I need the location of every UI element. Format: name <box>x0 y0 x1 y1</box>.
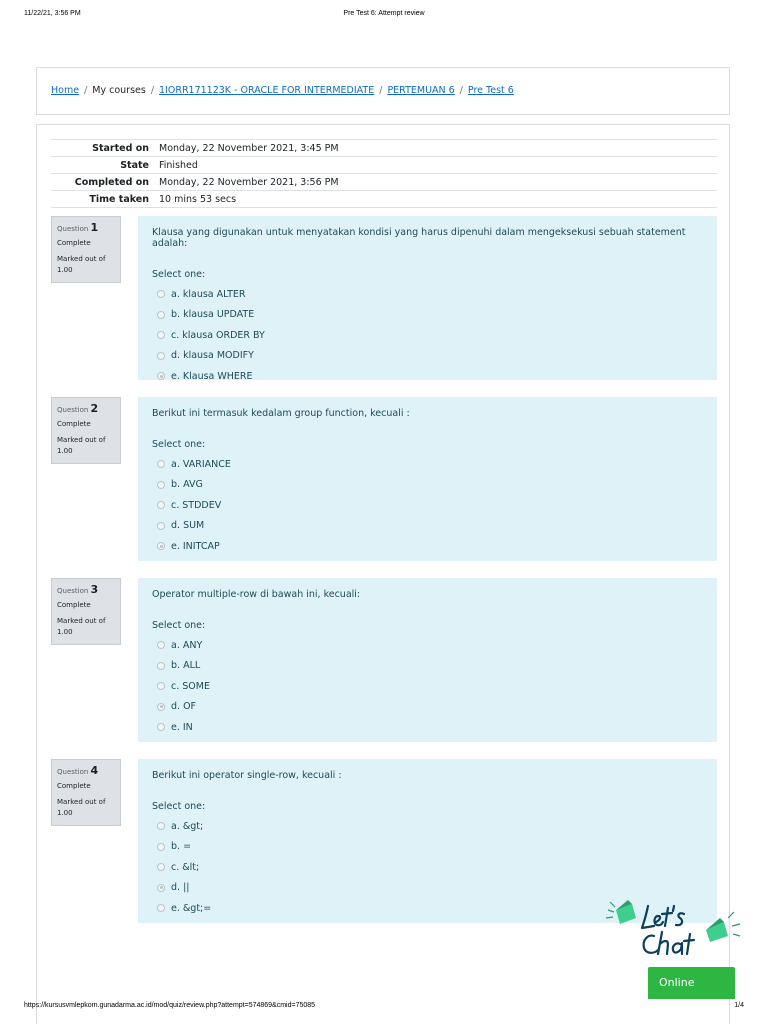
question-text: Klausa yang digunakan untuk menyatakan kondisi yang harus dipenuhi dalam mengeksekusi sebuah statement adalah: <box>152 227 686 249</box>
option-label: b. AVG <box>171 479 203 491</box>
attempt-summary-table <box>51 139 717 208</box>
quiz-review-card <box>36 124 730 1024</box>
summary-label: Time taken <box>89 193 149 205</box>
radio-button[interactable] <box>157 863 165 871</box>
answer-option[interactable] <box>152 366 703 387</box>
question-number <box>57 583 115 596</box>
answer-option[interactable] <box>152 857 703 878</box>
answer-option[interactable] <box>152 284 703 305</box>
radio-button[interactable] <box>157 501 165 509</box>
breadcrumb-separator: / <box>150 85 155 96</box>
option-label: e. IN <box>171 721 193 733</box>
option-label: c. &lt; <box>171 861 200 873</box>
answer-option[interactable] <box>152 454 703 475</box>
lets-chat-logo[interactable] <box>602 896 746 964</box>
option-label: d. || <box>171 882 190 894</box>
answer-option[interactable] <box>152 676 703 697</box>
option-label: c. SOME <box>171 680 210 692</box>
answer-option[interactable] <box>152 475 703 496</box>
question-number-value: 4 <box>90 764 99 777</box>
option-label: b. klausa UPDATE <box>171 309 255 321</box>
breadcrumb-separator: / <box>459 85 463 96</box>
question-text: Operator multiple-row di bawah ini, kecuali: <box>152 589 361 600</box>
summary-value: 10 mins 53 secs <box>159 193 237 205</box>
question-grade: Marked out of 1.00 <box>57 617 106 636</box>
summary-value: Monday, 22 November 2021, 3:56 PM <box>159 176 339 188</box>
breadcrumb-separator: / <box>379 85 383 96</box>
radio-button[interactable] <box>157 460 165 468</box>
option-label: c. klausa ORDER BY <box>171 329 265 341</box>
answer-options <box>152 284 703 387</box>
summary-row-time-taken <box>51 191 717 208</box>
answer-option[interactable] <box>152 635 703 656</box>
answer-option[interactable] <box>152 656 703 677</box>
breadcrumb-my-courses: My courses <box>92 85 146 96</box>
answer-option[interactable] <box>152 495 703 516</box>
question-state: Complete <box>57 782 91 790</box>
question-label: Question <box>57 587 89 595</box>
radio-button-selected[interactable] <box>157 372 165 380</box>
summary-label: Completed on <box>74 176 149 188</box>
radio-button[interactable] <box>157 904 165 912</box>
select-one-prompt: Select one: <box>152 439 206 450</box>
breadcrumb-card <box>36 67 730 115</box>
print-footer <box>0 1002 768 1016</box>
question-state: Complete <box>57 239 91 247</box>
option-label: b. ALL <box>171 660 201 672</box>
answer-options <box>152 635 703 738</box>
radio-button[interactable] <box>157 352 165 360</box>
option-label: e. &gt;= <box>171 902 212 914</box>
question-number <box>57 402 115 415</box>
breadcrumb-separator: / <box>84 85 88 96</box>
question-label: Question <box>57 768 89 776</box>
question-number-value: 2 <box>90 402 99 415</box>
summary-value: Finished <box>159 159 198 171</box>
radio-button[interactable] <box>157 662 165 670</box>
question-grade: Marked out of 1.00 <box>57 255 106 274</box>
question-content <box>138 578 717 742</box>
question-label: Question <box>57 406 89 414</box>
option-label: a. VARIANCE <box>171 458 231 470</box>
answer-option[interactable] <box>152 697 703 718</box>
question-number-value: 1 <box>90 221 99 234</box>
radio-button-selected[interactable] <box>157 542 165 550</box>
chat-online-button[interactable]: Online <box>648 967 735 999</box>
breadcrumb-quiz-link[interactable]: Pre Test 6 <box>467 85 514 96</box>
select-one-prompt: Select one: <box>152 801 206 812</box>
option-label: a. ANY <box>171 639 203 651</box>
chat-bubbles-icon <box>602 896 746 964</box>
breadcrumb <box>51 85 514 96</box>
print-url: https://kursusvmlepkom.gunadarma.ac.id/mod/quiz/review.php?attempt=574869&cmid=75085 <box>24 1002 316 1009</box>
radio-button[interactable] <box>157 331 165 339</box>
option-label: e. Klausa WHERE <box>171 370 253 382</box>
select-one-prompt: Select one: <box>152 620 206 631</box>
question-grade: Marked out of 1.00 <box>57 436 106 455</box>
select-one-prompt: Select one: <box>152 269 206 280</box>
question-content <box>138 397 717 561</box>
answer-option[interactable] <box>152 816 703 837</box>
radio-button[interactable] <box>157 481 165 489</box>
question-number <box>57 764 115 777</box>
radio-button-selected[interactable] <box>157 884 165 892</box>
option-label: e. INITCAP <box>171 540 220 552</box>
answer-option[interactable] <box>152 878 703 899</box>
print-page-number: 1/4 <box>734 1002 744 1009</box>
question-grade: Marked out of 1.00 <box>57 798 106 817</box>
question-text: Berikut ini termasuk kedalam group function, kecuali : <box>152 408 410 419</box>
option-label: d. OF <box>171 701 197 713</box>
question-info-panel <box>51 578 121 645</box>
option-label: b. = <box>171 841 192 853</box>
answer-option[interactable] <box>152 837 703 858</box>
answer-option[interactable] <box>152 305 703 326</box>
breadcrumb-course-link[interactable]: 1IORR171123K - ORACLE FOR INTERMEDIATE <box>159 85 375 96</box>
breadcrumb-section-link[interactable]: PERTEMUAN 6 <box>387 85 455 96</box>
summary-value: Monday, 22 November 2021, 3:45 PM <box>159 142 339 154</box>
print-datetime: 11/22/21, 3:56 PM <box>24 10 81 17</box>
question-info-panel <box>51 216 121 283</box>
summary-row-state <box>51 157 717 174</box>
option-label: c. STDDEV <box>171 499 222 511</box>
question-label: Question <box>57 225 89 233</box>
radio-button[interactable] <box>157 843 165 851</box>
question-number-value: 3 <box>90 583 99 596</box>
radio-button[interactable] <box>157 723 165 731</box>
question-info-panel <box>51 759 121 826</box>
option-label: d. klausa MODIFY <box>171 350 254 362</box>
radio-button[interactable] <box>157 641 165 649</box>
answer-option[interactable] <box>152 325 703 346</box>
radio-button[interactable] <box>157 682 165 690</box>
answer-option[interactable] <box>152 516 703 537</box>
question-info-panel <box>51 397 121 464</box>
radio-button[interactable] <box>157 311 165 319</box>
print-header <box>0 10 768 24</box>
question-text: Berikut ini operator single-row, kecuali : <box>152 770 342 781</box>
summary-row-started <box>51 140 717 157</box>
summary-row-completed <box>51 174 717 191</box>
answer-options <box>152 454 703 557</box>
breadcrumb-home-link[interactable]: Home <box>51 85 80 96</box>
option-label: a. &gt; <box>171 820 204 832</box>
radio-button-selected[interactable] <box>157 703 165 711</box>
radio-button[interactable] <box>157 522 165 530</box>
option-label: d. SUM <box>171 520 205 532</box>
question-number <box>57 221 115 234</box>
question-content <box>138 216 717 380</box>
answer-option[interactable] <box>152 717 703 738</box>
radio-button[interactable] <box>157 822 165 830</box>
summary-label: State <box>120 159 149 171</box>
option-label: a. klausa ALTER <box>171 288 246 300</box>
radio-button[interactable] <box>157 290 165 298</box>
question-state: Complete <box>57 420 91 428</box>
answer-option[interactable] <box>152 346 703 367</box>
answer-option[interactable] <box>152 536 703 557</box>
print-page-title: Pre Test 6: Attempt review <box>343 10 425 17</box>
question-state: Complete <box>57 601 91 609</box>
summary-label: Started on <box>92 142 149 154</box>
